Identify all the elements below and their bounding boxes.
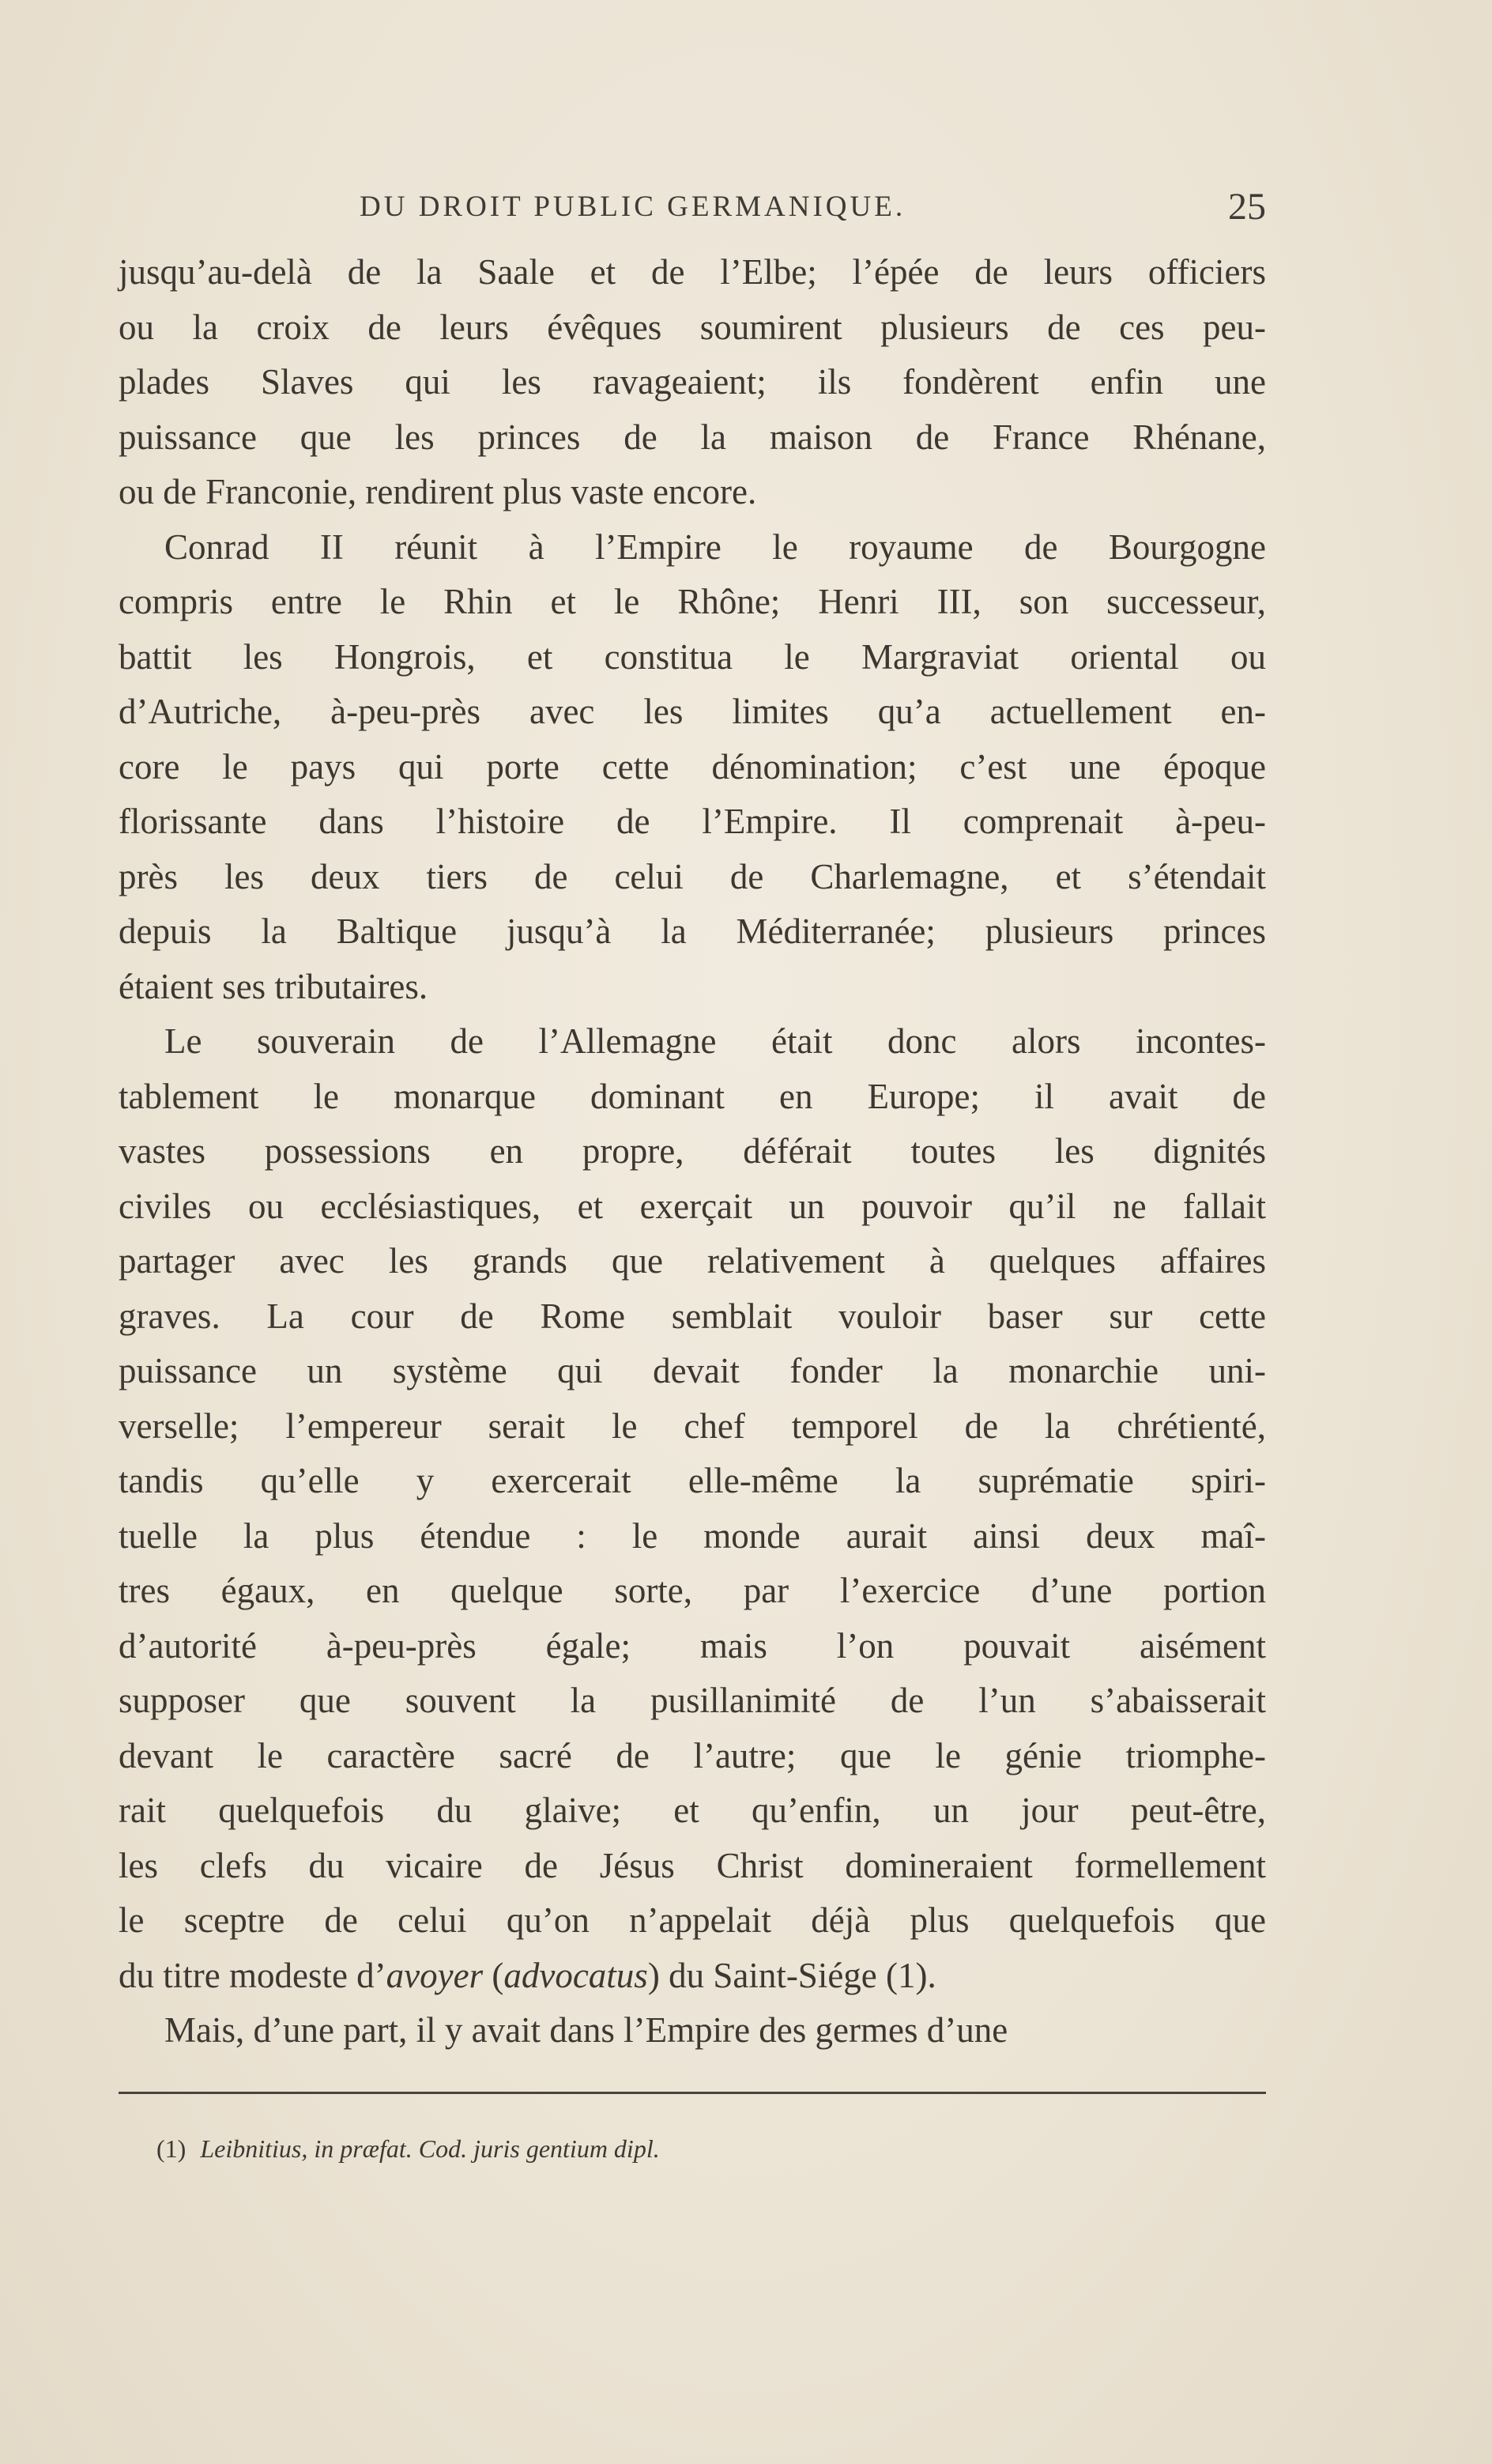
text-line: ou de Franconie, rendirent plus vaste encore. — [119, 472, 757, 511]
text-fragment: ( — [483, 1955, 504, 1995]
text-line: Conrad II réunit à l’Empire le royaume de Bourgogne — [164, 526, 1266, 567]
text-line: tablement le monarque dominant en Europe; il avait de — [119, 1076, 1266, 1116]
text-line: devant le caractère sacré de l’autre; que le génie triomphe- — [119, 1735, 1266, 1775]
italic-word: avoyer — [386, 1955, 484, 1995]
text-line: florissante dans l’histoire de l’Empire. Il comprenait à-peu- — [119, 802, 1266, 841]
text-line: le sceptre de celui qu’on n’appelait déjà plus quelquefois que — [119, 1900, 1266, 1940]
footnote-text: Leibnitius, in præfat. Cod. juris gentium dipl. — [200, 2134, 660, 2163]
text-line: près les deux tiers de celui de Charlemagne, et s’étendait — [119, 856, 1266, 896]
text-line: tres égaux, en quelque sorte, par l’exercice d’une portion — [119, 1571, 1266, 1610]
text-line: verselle; l’empereur serait le chef temporel de la chrétienté, — [119, 1406, 1266, 1446]
text-line: vastes possessions en propre, déférait toutes les dignités — [119, 1131, 1266, 1171]
footnote-marker: (1) — [156, 2134, 186, 2163]
text-line: Le souverain de l’Allemagne était donc alors incontes- — [164, 1021, 1266, 1061]
running-head — [119, 186, 1266, 237]
text-line: étaient ses tributaires. — [119, 966, 428, 1006]
text-line: depuis la Baltique jusqu’à la Méditerranée; plusieurs princes — [119, 911, 1266, 951]
text-line: compris entre le Rhin et le Rhône; Henri III, son successeur, — [119, 582, 1266, 621]
page-number: 25 — [1228, 186, 1266, 228]
footnote — [156, 2134, 660, 2164]
text-line: battit les Hongrois, et constitua le Margraviat oriental ou — [119, 636, 1266, 677]
text-line: plades Slaves qui les ravageaient; ils fondèrent enfin une — [119, 362, 1266, 402]
text-line: jusqu’au-delà de la Saale et de l’Elbe; l’épée de leurs officiers — [119, 252, 1266, 292]
text-line: graves. La cour de Rome semblait vouloir baser sur cette — [119, 1296, 1266, 1336]
text-line: rait quelquefois du glaive; et qu’enfin, un jour peut-être, — [119, 1790, 1266, 1830]
italic-word: advocatus — [503, 1955, 648, 1995]
running-title: DU DROIT PUBLIC GERMANIQUE. — [360, 191, 906, 223]
text-line: puissance un système qui devait fonder la monarchie uni- — [119, 1351, 1266, 1390]
text-line: puissance que les princes de la maison de France Rhénane, — [119, 417, 1266, 457]
footnote-rule — [119, 2092, 1266, 2094]
text-line: partager avec les grands que relativement à quelques affaires — [119, 1241, 1266, 1281]
text-line: d’Autriche, à-peu-près avec les limites qu’a actuellement en- — [119, 692, 1266, 731]
text-line: ou la croix de leurs évêques soumirent plusieurs de ces peu- — [119, 307, 1266, 347]
text-line: supposer que souvent la pusillanimité de l’un s’abaisserait — [119, 1681, 1266, 1720]
text-line: tuelle la plus étendue : le monde aurait ainsi deux maî- — [119, 1515, 1266, 1556]
text-line: d’autorité à-peu-près égale; mais l’on pouvait aisément — [119, 1625, 1266, 1666]
text-line: Mais, d’une part, il y avait dans l’Empire des germes d’une — [164, 2010, 1008, 2050]
text-line: tandis qu’elle y exercerait elle-même la suprématie spiri- — [119, 1461, 1266, 1500]
text-fragment: ) du Saint-Siége (1). — [647, 1955, 936, 1995]
text-line: les clefs du vicaire de Jésus Christ domineraient formellement — [119, 1845, 1266, 1885]
text-line: core le pays qui porte cette dénomination; c’est une époque — [119, 746, 1266, 787]
text-line-with-italics — [119, 1949, 1266, 2004]
body-text — [119, 245, 1266, 2058]
text-line: civiles ou ecclésiastiques, et exerçait un pouvoir qu’il ne fallait — [119, 1186, 1266, 1226]
text-fragment: du titre modeste d’ — [119, 1955, 386, 1995]
